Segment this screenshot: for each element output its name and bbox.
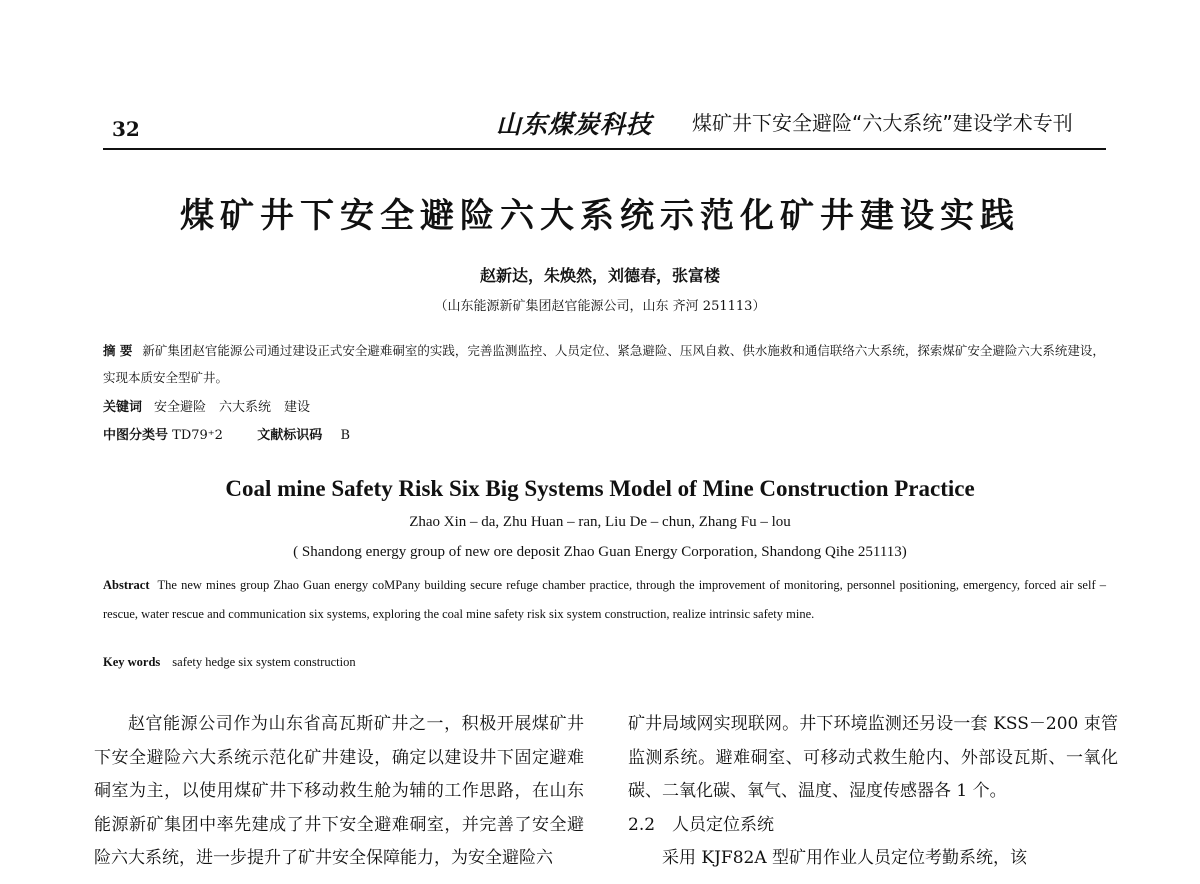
english-keywords-text: safety hedge six system construction	[172, 655, 356, 669]
body-right-column	[628, 708, 1118, 876]
english-abstract-label: Abstract	[103, 578, 150, 592]
body-left-column	[94, 708, 584, 876]
page-number: 32	[112, 117, 140, 141]
english-title: Coal mine Safety Risk Six Big Systems Model of Mine Construction Practice	[225, 476, 975, 501]
issue-title: 煤矿井下安全避险“六大系统”建设学术专刊	[692, 111, 1073, 135]
english-affiliation: ( Shandong energy group of new ore deposit Zhao Guan Energy Corporation, Shandong Qihe 251113)	[293, 544, 907, 560]
clc-value: TD79⁺2	[172, 428, 223, 443]
chinese-keywords-label: 关键词	[103, 400, 143, 415]
english-keywords-label: Key words	[103, 655, 161, 669]
section-heading: 2.2 人员定位系统	[628, 814, 775, 835]
english-abstract	[103, 571, 1106, 629]
english-abstract-text: The new mines group Zhao Guan energy coMPany building secure refuge chamber practice, through the improvement of monitoring, personnel positioning, emergency, forced air self – rescue, water rescue and communication six systems, exploring the coal mine safety risk six system construction, realize intrinsic safety mine.	[103, 578, 1106, 621]
chinese-affiliation: （山东能源新矿集团赵官能源公司，山东 齐河 251113）	[434, 299, 766, 314]
clc-label: 中图分类号	[103, 428, 169, 443]
body-paragraph: 采用 KJF82A 型矿用作业人员定位考勤系统，该	[662, 848, 1028, 868]
chinese-title: 煤矿井下安全避险六大系统示范化矿井建设实践	[180, 196, 1020, 236]
document-code-value: B	[340, 428, 351, 443]
chinese-abstract	[103, 337, 1106, 391]
chinese-abstract-text: 新矿集团赵官能源公司通过建设正式安全避难硐室的实践，完善监测监控、人员定位、紧急避险、压风自救、供水施救和通信联络六大系统，探索煤矿安全避险六大系统建设，实现本质安全型矿井。	[103, 343, 1105, 385]
journal-logo: 山东煤炭科技	[496, 110, 653, 139]
body-paragraph: 赵官能源公司作为山东省高瓦斯矿井之一，积极开展煤矿井下安全避险六大系统示范化矿井建设，确定以建设井下固定避难硐室为主，以使用煤矿井下移动救生舱为辅的工作思路，在山东能源新矿集团中率先建成了井下安全避难硐室，并完善了安全避险六大系统，进一步提升了矿井安全保障能力，为安全避险六	[94, 714, 584, 868]
chinese-keywords-text: 安全避险 六大系统 建设	[154, 400, 311, 415]
body-paragraph-continued: 矿井局域网实现联网。井下环境监测还另设一套 KSS－200 束管监测系统。避难硐室、可移动式救生舱内、外部设瓦斯、一氧化碳、二氧化碳、氧气、温度、湿度传感器各 1 个。	[628, 714, 1118, 801]
header-rule	[103, 148, 1106, 150]
chinese-abstract-label: 摘 要	[103, 343, 133, 358]
chinese-authors: 赵新达，朱焕然，刘德春，张富楼	[479, 266, 720, 285]
document-code-label: 文献标识码	[257, 428, 323, 443]
english-keywords	[103, 655, 356, 670]
chinese-keywords	[103, 396, 310, 415]
english-authors: Zhao Xin – da, Zhu Huan – ran, Liu De – chun, Zhang Fu – lou	[409, 514, 791, 530]
classification-line	[103, 424, 350, 443]
